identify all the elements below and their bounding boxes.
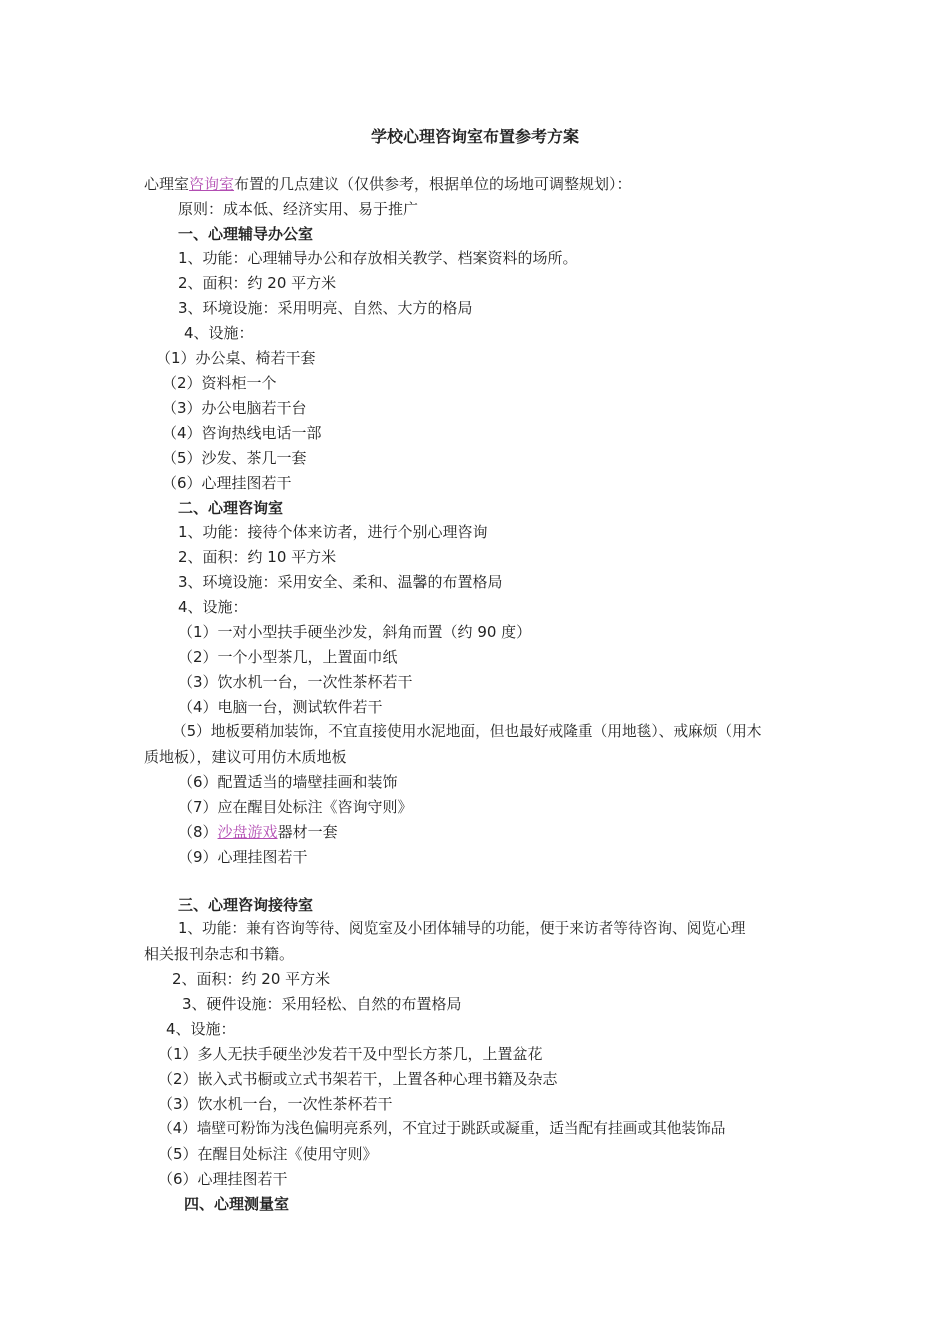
section3-heading: 三、心理咨询接待室 [178,896,314,914]
section1-facilities-label: 4、设施： [184,324,254,342]
section2-item-5-continued: 质地板），建议可用仿木质地板 [144,748,347,766]
section2-heading: 二、心理咨询室 [178,499,284,517]
section1-environment: 3、环境设施：采用明亮、自然、大方的格局 [178,299,473,317]
section3-item: （4）墙壁可粉饰为浅色偏明亮系列，不宜过于跳跃或凝重，适当配有挂画或其他装饰品 [158,1120,726,1137]
section2-item-8 [178,820,338,844]
section3-item: （2）嵌入式书橱或立式书架若干，上置各种心理书籍及杂志 [158,1070,558,1088]
section1-item: （5）沙发、茶几一套 [162,449,307,467]
section2-item: （7）应在醒目处标注《咨询守则》 [178,798,413,816]
section2-item: （2）一个小型茶几，上置面巾纸 [178,648,398,666]
intro-prefix: 心理室 [144,175,190,193]
consulting-room-link[interactable]: 咨询室 [189,175,235,193]
intro-suffix: 布置的几点建议（仅供参考，根据单位的场地可调整规划）： [234,175,632,193]
item8-suffix: 器材一套 [277,823,338,841]
section2-item: （4）电脑一台，测试软件若干 [178,698,383,716]
item8-prefix: （8） [178,823,218,841]
section2-area: 2、面积：约 10 平方米 [178,548,337,566]
section2-item: （9）心理挂图若干 [178,848,308,866]
section3-hardware: 3、硬件设施：采用轻松、自然的布置格局 [182,995,462,1013]
section2-item-5: （5）地板要稍加装饰，不宜直接使用水泥地面，但也最好戒隆重（用地毯）、戒麻烦（用木 [172,723,762,740]
section3-item: （1）多人无扶手硬坐沙发若干及中型长方茶几，上置盆花 [158,1045,543,1063]
sandplay-link[interactable]: 沙盘游戏 [217,823,278,841]
section1-item: （3）办公电脑若干台 [162,399,307,417]
section1-area: 2、面积：约 20 平方米 [178,274,337,292]
section3-area: 2、面积：约 20 平方米 [172,970,331,988]
section2-facilities-label: 4、设施： [178,598,248,616]
section1-heading: 一、心理辅导办公室 [178,225,314,243]
section3-item: （5）在醒目处标注《使用守则》 [158,1145,378,1163]
principle-text: 原则：成本低、经济实用、易于推广 [178,200,419,218]
section2-item: （1）一对小型扶手硬坐沙发，斜角而置（约 90 度） [178,623,532,641]
section2-item: （3）饮水机一台，一次性茶杯若干 [178,673,413,691]
section2-item: （6）配置适当的墙壁挂画和装饰 [178,773,398,791]
section1-item: （4）咨询热线电话一部 [162,424,322,442]
section1-item: （1）办公桌、椅若干套 [156,349,316,367]
section4-heading: 四、心理测量室 [184,1195,290,1213]
section1-function: 1、功能：心理辅导办公和存放相关教学、档案资料的场所。 [178,249,578,267]
document-title: 学校心理咨询室布置参考方案 [370,127,579,146]
section2-environment: 3、环境设施：采用安全、柔和、温馨的布置格局 [178,573,503,591]
section3-facilities-label: 4、设施： [166,1020,236,1038]
section1-item: （2）资料柜一个 [162,374,277,392]
section3-function: 1、功能：兼有咨询等待、阅览室及小团体辅导的功能，便于来访者等待咨询、阅览心理 [178,920,746,937]
section3-item: （3）饮水机一台，一次性茶杯若干 [158,1095,393,1113]
section3-item: （6）心理挂图若干 [158,1170,288,1188]
section3-function-continued: 相关报刊杂志和书籍。 [144,945,295,963]
section2-function: 1、功能：接待个体来访者，进行个别心理咨询 [178,523,488,541]
section1-item: （6）心理挂图若干 [162,474,292,492]
intro-paragraph [144,172,632,196]
